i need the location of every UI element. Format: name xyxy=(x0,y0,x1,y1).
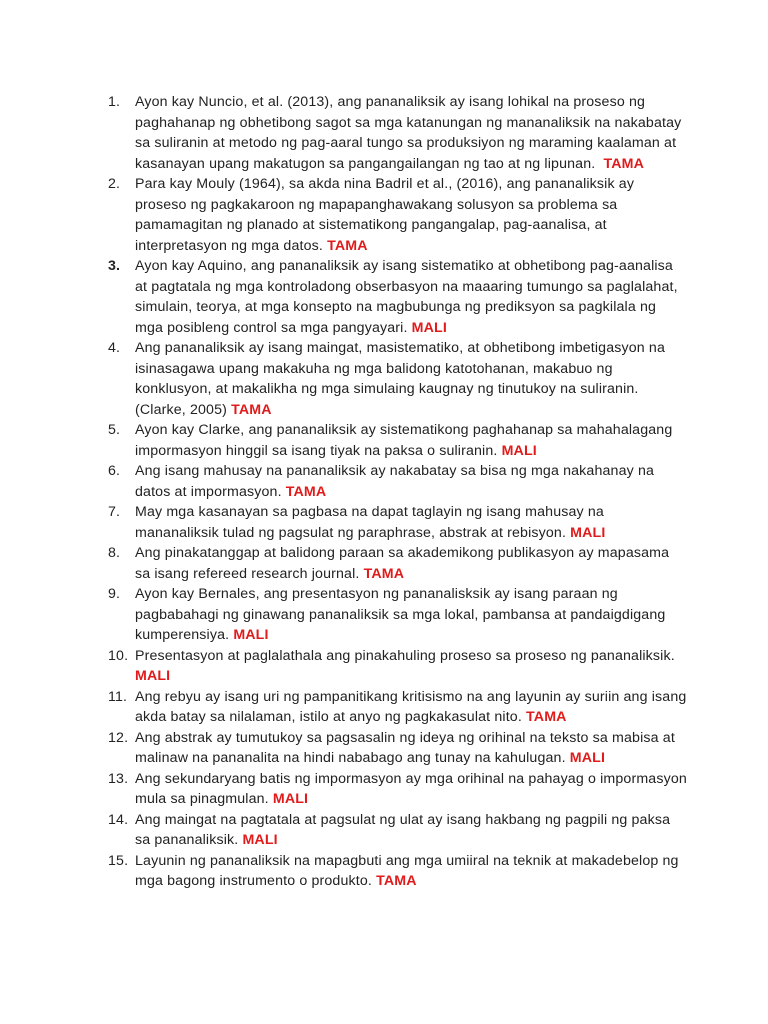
item-answer: MALI xyxy=(135,668,171,684)
list-item xyxy=(108,461,688,502)
item-number: 4. xyxy=(108,340,121,356)
list-item xyxy=(108,502,688,543)
item-answer: TAMA xyxy=(327,237,368,254)
list-item xyxy=(108,420,688,461)
list-item xyxy=(108,728,688,769)
item-answer: TAMA xyxy=(376,873,417,889)
question-list xyxy=(108,92,688,892)
item-number: 10. xyxy=(108,647,129,664)
item-number: 9. xyxy=(108,586,121,602)
list-item xyxy=(108,810,688,851)
item-answer: MALI xyxy=(272,791,309,807)
item-text: Ayon kay Clarke, ang pananaliksik ay sistematikong paghahanap sa mahahalagang impormasyon hinggil sa isang tiyak na paksa o suliranin. xyxy=(135,422,673,459)
item-answer: TAMA xyxy=(231,401,272,418)
list-item xyxy=(108,687,688,728)
item-text: Ayon kay Aquino, ang pananaliksik ay isang sistematiko at obhetibong pag-aanalisa at pagtatala ng mga kontroladong obserbasyon na maaaring tumungo sa paglalahat, simulain, teorya, at mga konsepto na magbubunga ng prediksyon sa pagkilala ng mga posibleng control sa mga pangyayari. xyxy=(135,258,678,336)
item-answer: MALI xyxy=(242,832,278,848)
item-number: 12. xyxy=(108,729,129,746)
list-item xyxy=(108,851,688,892)
list-item xyxy=(108,338,688,420)
list-item xyxy=(108,256,688,338)
list-item xyxy=(108,769,688,810)
item-number: 1. xyxy=(108,94,121,110)
item-text: Ang pananaliksik ay isang maingat, masistematiko, at obhetibong imbetigasyon na isinasagawa upang makakuha ng mga balidong katotohanan, makabuo ng konklusyon, at makalikha ng mga simulaing kaugnay ng tinutukoy na suliranin. (Clarke, 2005) xyxy=(135,340,665,418)
item-answer: MALI xyxy=(411,319,447,336)
item-text: Ang isang mahusay na pananaliksik ay nakabatay sa bisa ng mga nakahanay na datos at impormasyon. xyxy=(135,463,655,500)
item-number: 8. xyxy=(108,545,121,561)
item-text: Ayon kay Nuncio, et al. (2013), ang pananaliksik ay isang lohikal na proseso ng paghahanap ng obhetibong sagot sa mga katanungan ng mananaliksik na nakabatay sa suliranin at metodo ng pag-aaral tungo sa produksiyon ng maraming kaalaman at kasanayan upang makatugon sa pangangailangan ng tao at ng lipunan. xyxy=(135,94,682,172)
item-text: Para kay Mouly (1964), sa akda nina Badril et al., (2016), ang pananaliksik ay proseso ng pagkakaroon ng mapapanghawakang solusyon sa problema sa pamamagitan ng planado at sistematikong pangangalap, pag-aanalisa, at interpretasyon ng mga datos. xyxy=(135,176,635,254)
item-answer: MALI xyxy=(233,627,269,643)
item-answer: TAMA xyxy=(363,565,405,582)
item-text: May mga kasanayan sa pagbasa na dapat taglayin ng isang mahusay na mananaliksik tulad ng pagsulat ng paraphrase, abstrak at rebisyon. xyxy=(135,504,604,541)
item-answer: MALI xyxy=(569,750,606,766)
item-number: 5. xyxy=(108,422,121,438)
item-number: 13. xyxy=(108,770,129,787)
item-text: Ang sekundaryang batis ng impormasyon ay mga orihinal na pahayag o impormasyon mula sa pinagmulan. xyxy=(135,770,687,807)
item-answer: TAMA xyxy=(603,155,645,172)
item-answer: TAMA xyxy=(526,709,567,725)
list-item xyxy=(108,646,688,687)
item-text: Ang rebyu ay isang uri ng pampanitikang kritisismo na ang layunin ay suriin ang isang akda batay sa nilalaman, istilo at anyo ng pagkakasulat nito. xyxy=(135,688,687,725)
item-text: Ang abstrak ay tumutukoy sa pagsasalin ng ideya ng orihinal na teksto sa mabisa at malinaw na pananalita na hindi nababago ang tunay na kahulugan. xyxy=(135,729,675,766)
item-text: Ang pinakatanggap at balidong paraan sa akademikong publikasyon ay mapasama sa isang refereed research journal. xyxy=(135,545,670,582)
item-number: 11. xyxy=(108,688,128,705)
item-number: 2. xyxy=(108,176,121,192)
item-text: Ang maingat na pagtatala at pagsulat ng ulat ay isang hakbang ng pagpili ng paksa sa pananaliksik. xyxy=(135,811,671,848)
item-answer: MALI xyxy=(501,442,537,459)
list-item xyxy=(108,543,688,584)
list-item xyxy=(108,584,688,646)
item-text: Presentasyon at paglalathala ang pinakahuling proseso sa proseso ng pananaliksik. xyxy=(135,647,675,664)
item-number: 3. xyxy=(108,258,121,274)
list-item xyxy=(108,174,688,256)
item-number: 7. xyxy=(108,504,121,520)
list-item xyxy=(108,92,688,174)
item-text: Ayon kay Bernales, ang presentasyon ng pananalisksik ay isang paraan ng pagbabahagi ng ginawang pananaliksik sa mga lokal, pambansa at pandaigdigang kumperensiya. xyxy=(135,586,666,643)
item-number: 6. xyxy=(108,463,121,479)
item-number: 14. xyxy=(108,811,129,828)
item-number: 15. xyxy=(108,852,129,869)
item-text: Layunin ng pananaliksik na mapagbuti ang mga umiiral na teknik at makadebelop ng mga bagong instrumento o produkto. xyxy=(135,852,679,889)
item-answer: MALI xyxy=(570,524,606,541)
item-answer: TAMA xyxy=(285,483,327,500)
